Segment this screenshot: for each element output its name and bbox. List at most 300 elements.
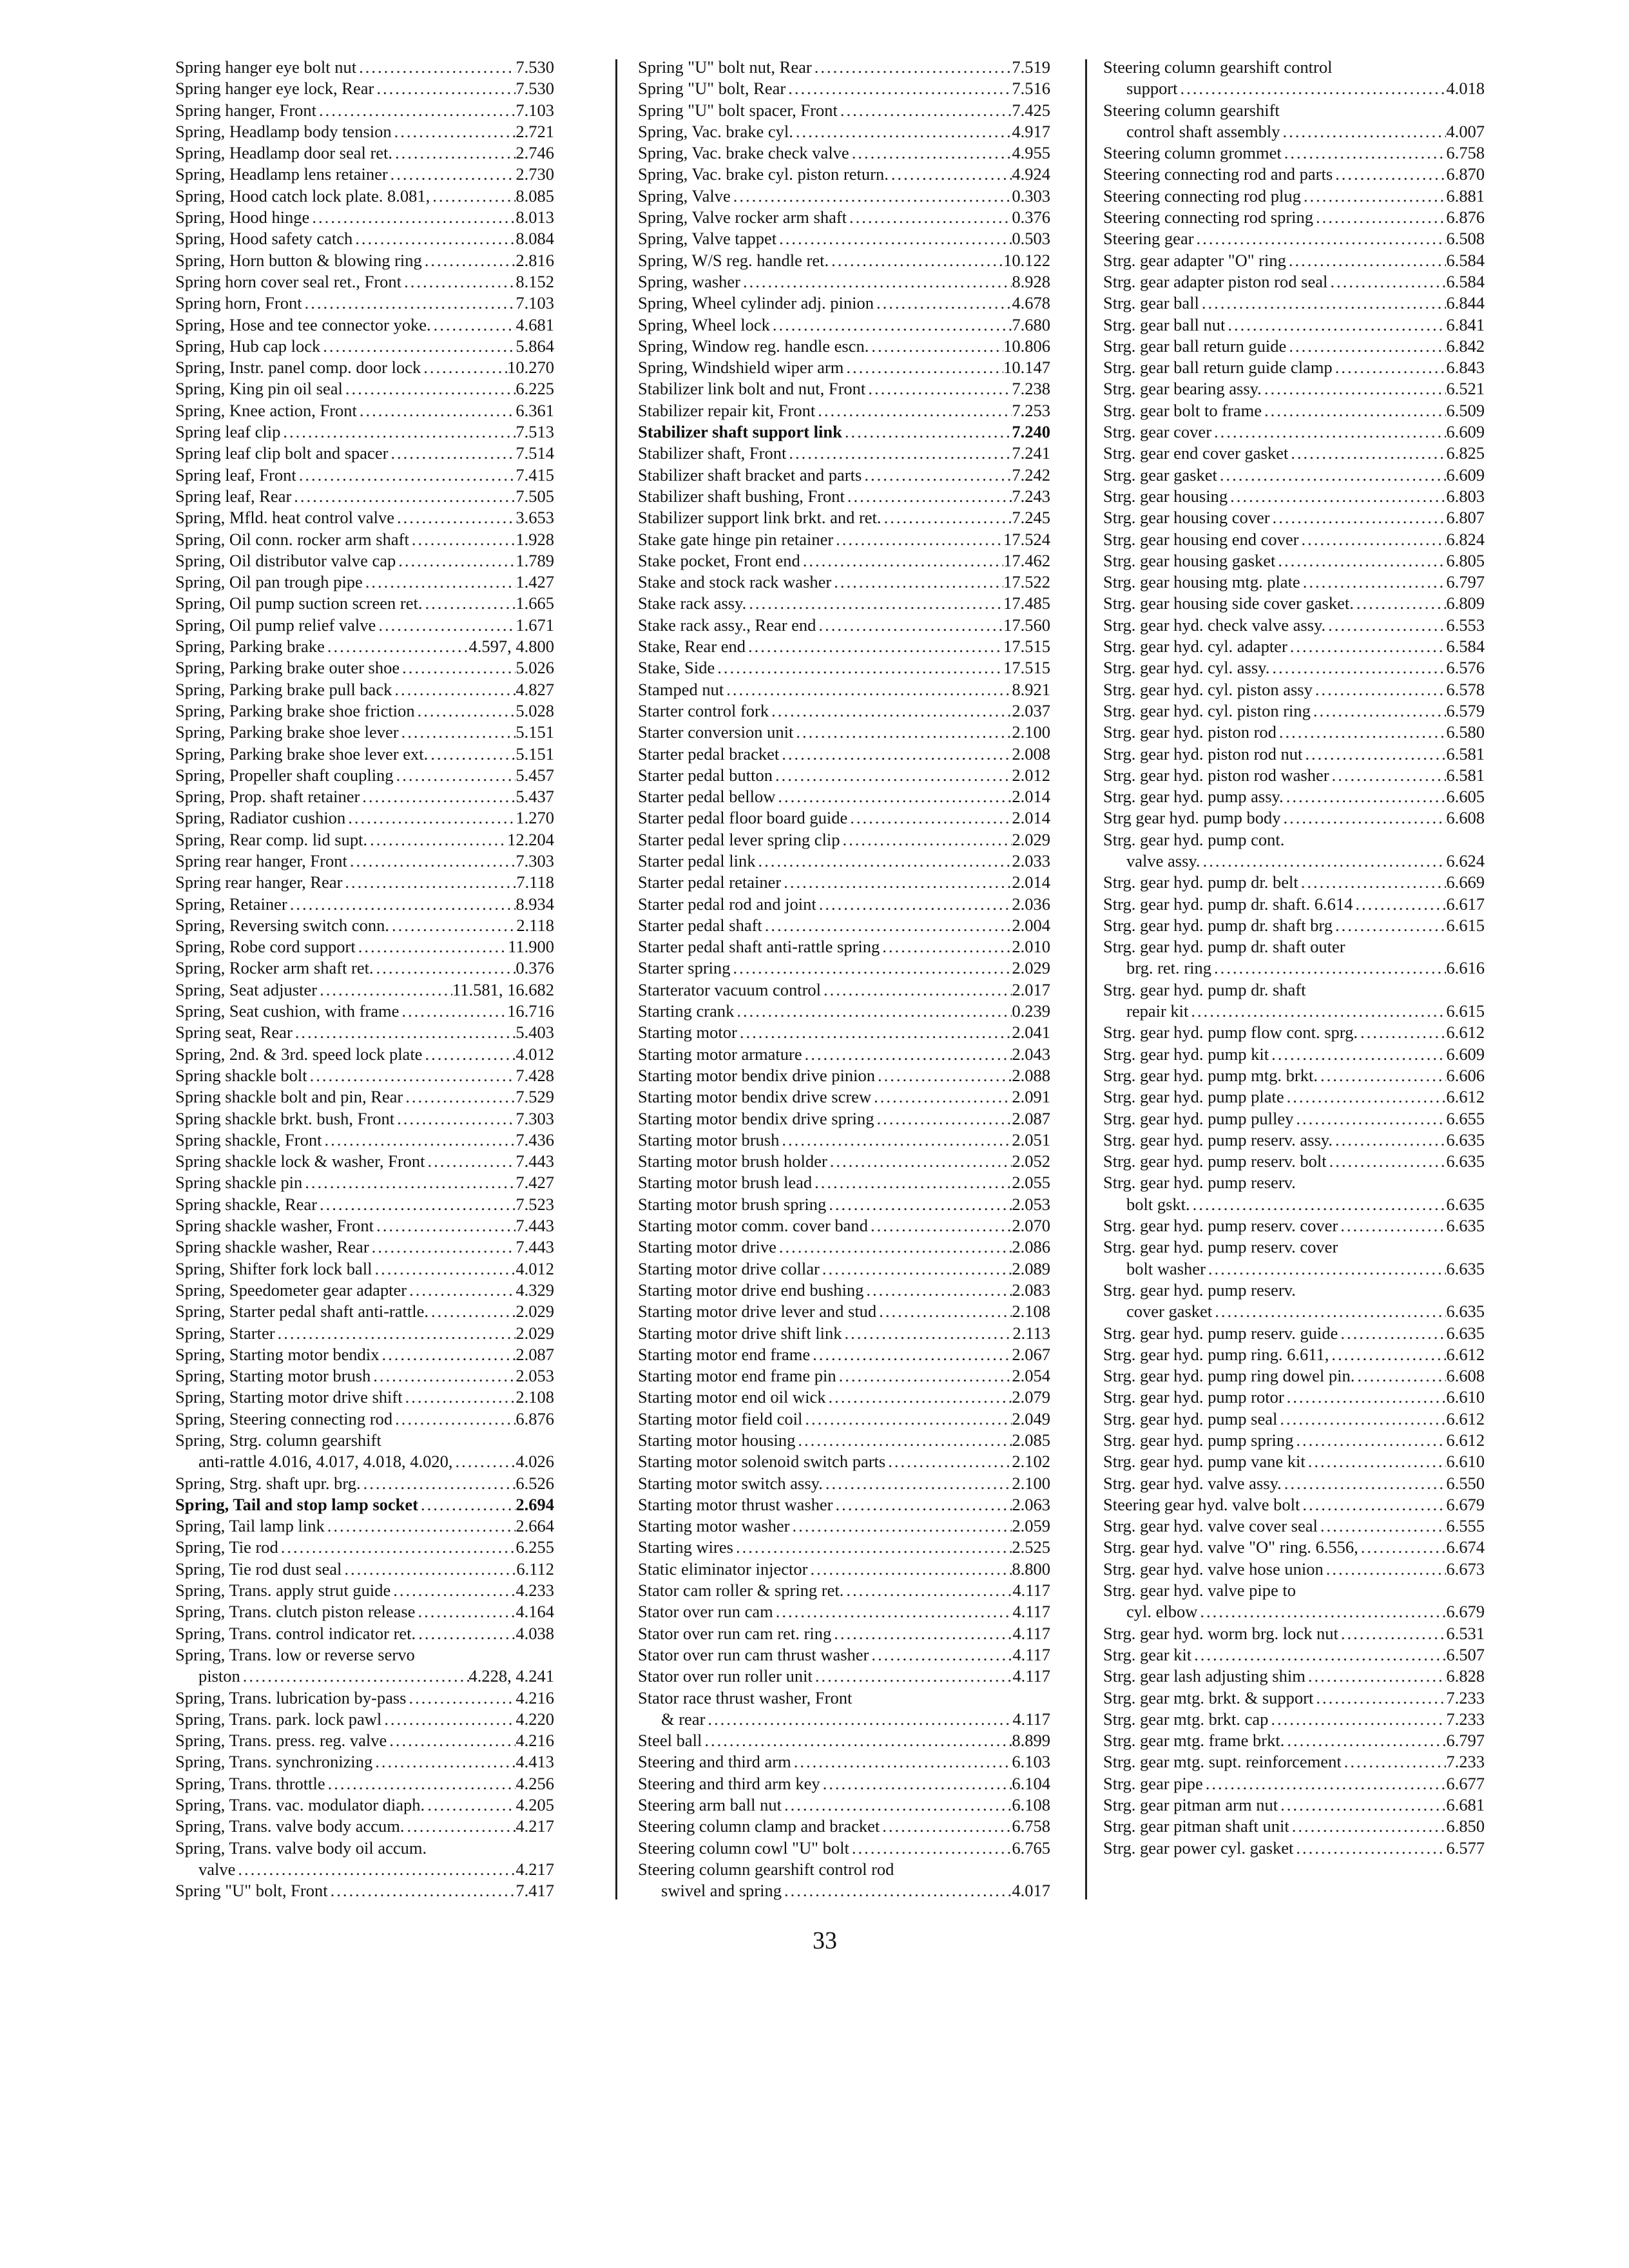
entry-reference-number: 7.443: [516, 1237, 554, 1257]
entry-reference-number: 0.376: [516, 958, 554, 978]
entry-name: Spring, Wheel lock: [638, 314, 770, 334]
dot-leader: [865, 378, 1012, 399]
entry-name: Steering and third arm key: [638, 1773, 820, 1793]
index-entry: [175, 486, 554, 507]
dot-leader: [361, 1473, 516, 1494]
entry-name: support: [1126, 79, 1178, 99]
index-entry: [638, 1022, 1050, 1043]
entry-reference-number: 11.900: [508, 937, 554, 957]
dot-leader: [810, 1344, 1012, 1365]
entry-name: & rear: [661, 1709, 706, 1729]
index-entry: [1103, 400, 1485, 421]
index-entry: [1103, 336, 1485, 357]
dot-leader: [345, 807, 516, 829]
dot-leader: [1284, 1387, 1447, 1408]
entry-name: Spring, Instr. panel comp. door lock: [175, 358, 421, 378]
entry-reference-number: 2.033: [1012, 850, 1050, 870]
entry-reference-number: 4.012: [516, 1258, 554, 1278]
dot-leader: [836, 1365, 1012, 1387]
dot-leader: [325, 1773, 516, 1794]
entry-reference-number: 7.516: [1012, 79, 1050, 99]
index-entry: [638, 979, 1050, 1001]
dot-leader: [1199, 293, 1446, 314]
index-entry: [638, 507, 1050, 528]
dot-leader: [849, 142, 1012, 164]
entry-name: Steering column grommet: [1103, 143, 1282, 163]
dot-leader: [360, 786, 516, 807]
entry-name: Strg. gear hyd. cyl. assy.: [1103, 658, 1270, 678]
entry-name: Spring, Oil pump relief valve: [175, 615, 376, 635]
entry-name: Spring, Headlamp lens retainer: [175, 164, 388, 184]
dot-leader: [1269, 1044, 1446, 1065]
entry-name: Stake rack assy., Rear end: [638, 615, 816, 635]
entry-reference-number: 8.084: [516, 229, 554, 249]
entry-reference-number: 1.665: [516, 593, 554, 613]
dot-leader: [367, 829, 507, 850]
dot-leader: [407, 1280, 516, 1301]
index-entry: [175, 979, 554, 1001]
entry-reference-number: 6.807: [1446, 508, 1485, 528]
index-entry: [1103, 1451, 1485, 1472]
entry-reference-number: 4.217: [516, 1859, 554, 1879]
entry-name: Starter spring: [638, 958, 731, 978]
entry-reference-number: 5.457: [516, 765, 554, 785]
index-entry: [638, 293, 1050, 314]
entry-reference-number: 2.816: [516, 250, 554, 270]
entry-name: Spring, Trans. press. reg. valve: [175, 1731, 387, 1751]
entry-reference-number: 7.427: [516, 1173, 554, 1193]
dot-leader: [773, 1601, 1013, 1622]
index-entry: [638, 378, 1050, 399]
index-entry: [1103, 1129, 1485, 1151]
entry-reference-number: 1.270: [516, 808, 554, 828]
dot-leader: [403, 1387, 516, 1408]
dot-leader: [416, 1623, 516, 1644]
entry-name: Spring, Trans. low or reverse servo: [175, 1644, 415, 1664]
index-entry: [175, 1215, 554, 1236]
index-entry: [175, 1344, 554, 1365]
index-entry: [1103, 786, 1485, 807]
entry-reference-number: 2.088: [1012, 1065, 1050, 1085]
entry-name: Spring shackle, Rear: [175, 1194, 318, 1214]
entry-reference-number: 4.597, 4.800: [468, 637, 554, 657]
dot-leader: [328, 1880, 516, 1901]
entry-name: Spring, Trans. apply strut guide: [175, 1581, 391, 1600]
entry-name: Static eliminator injector: [638, 1559, 808, 1579]
dot-leader: [882, 507, 1012, 528]
dot-leader: [418, 1494, 516, 1515]
entry-name: Spring, Vac. brake check valve: [638, 143, 849, 163]
entry-name: Strg. gear hyd. pump dr. shaft. 6.614: [1103, 894, 1353, 914]
index-entry: [638, 1730, 1050, 1751]
entry-name: Starter pedal retainer: [638, 872, 782, 892]
entry-name: Strg. gear hyd. pump mtg. brkt.: [1103, 1065, 1318, 1085]
index-entry: [175, 1794, 554, 1816]
entry-reference-number: 2.012: [1012, 765, 1050, 785]
entry-name: Spring, Tie rod dust seal: [175, 1559, 342, 1579]
index-entry: [1103, 1086, 1485, 1108]
entry-name: Spring, Window reg. handle escn.: [638, 336, 869, 356]
entry-name: Strg. gear hyd. cyl. adapter: [1103, 637, 1287, 657]
dot-leader: [1338, 1323, 1446, 1344]
entry-name: Spring hanger, Front: [175, 100, 317, 120]
dot-leader: [847, 807, 1012, 829]
entry-name: Strg. gear kit: [1103, 1644, 1192, 1664]
dot-leader: [793, 121, 1012, 142]
index-entry: [175, 271, 554, 293]
entry-name: control shaft assembly: [1126, 121, 1280, 141]
entry-name: Starting motor drive: [638, 1237, 776, 1257]
dot-leader: [823, 1473, 1012, 1494]
entry-reference-number: 6.803: [1446, 486, 1485, 506]
dot-leader: [1293, 1430, 1446, 1451]
entry-name: Starter conversion unit: [638, 722, 794, 742]
dot-leader: [371, 1365, 516, 1387]
entry-reference-number: 2.049: [1012, 1408, 1050, 1428]
index-entry: [175, 529, 554, 550]
dot-leader: [322, 1129, 516, 1151]
dot-leader: [880, 936, 1012, 957]
dot-leader: [392, 679, 516, 700]
entry-reference-number: 4.117: [1012, 1644, 1050, 1664]
index-entry: [1103, 357, 1485, 378]
entry-reference-number: 6.608: [1446, 808, 1485, 828]
entry-reference-number: 7.415: [516, 465, 554, 485]
entry-name: Strg. gear mtg. frame brkt.: [1103, 1731, 1285, 1751]
entry-name: Spring, Prop. shaft retainer: [175, 787, 360, 807]
entry-name: Starting motor comm. cover band: [638, 1216, 868, 1236]
dot-leader: [779, 1129, 1012, 1151]
dot-leader: [1306, 1666, 1447, 1687]
entry-name: Stabilizer shaft, Front: [638, 443, 787, 463]
index-entry: [638, 550, 1050, 572]
dot-leader: [793, 722, 1012, 743]
index-entry: [175, 1387, 554, 1408]
entry-name: Strg. gear hyd. pump seal: [1103, 1408, 1278, 1428]
entry-name: Strg. gear hyd. pump cont.: [1103, 829, 1285, 849]
dot-leader: [296, 465, 516, 486]
entry-reference-number: 5.151: [516, 722, 554, 742]
index-entry: [175, 1838, 554, 1859]
entry-reference-number: 7.245: [1012, 508, 1050, 528]
index-entry: [638, 1601, 1050, 1622]
entry-name: Strg. gear mtg. supt. reinforcement: [1103, 1752, 1342, 1772]
entry-name: Steel ball: [638, 1731, 702, 1751]
dot-leader: [786, 78, 1012, 99]
dot-leader: [1313, 679, 1447, 700]
entry-reference-number: 6.108: [1012, 1795, 1050, 1815]
entry-reference-number: 0.303: [1012, 186, 1050, 206]
index-entry: [638, 850, 1050, 872]
index-entry: [175, 1323, 554, 1344]
dot-leader: [816, 894, 1012, 915]
entry-reference-number: 2.063: [1012, 1494, 1050, 1514]
entry-name: Steering column gearshift: [1103, 100, 1280, 120]
entry-reference-number: 6.104: [1012, 1773, 1050, 1793]
index-entry: [638, 486, 1050, 507]
entry-name: Spring, 2nd. & 3rd. speed lock plate: [175, 1044, 423, 1064]
entry-name: Strg. gear housing gasket: [1103, 550, 1276, 570]
dot-leader: [1278, 1794, 1446, 1816]
index-entry: [1103, 1108, 1485, 1129]
entry-reference-number: 10.806: [1003, 336, 1050, 356]
index-entry: [638, 57, 1050, 78]
entry-name: Strg. gear housing side cover gasket.: [1103, 593, 1354, 613]
entry-name: Steering connecting rod and parts: [1103, 164, 1333, 184]
index-entry: [1103, 1794, 1485, 1816]
entry-name: Spring, Headlamp door seal ret.: [175, 143, 393, 163]
dot-leader: [428, 744, 516, 765]
dot-leader: [374, 957, 516, 979]
entry-name: Strg gear hyd. pump body: [1103, 808, 1281, 828]
entry-name: Spring, Parking brake outer shoe: [175, 658, 400, 678]
entry-name: Strg. gear ball return guide clamp: [1103, 358, 1333, 378]
index-entry: [1103, 1001, 1485, 1022]
index-entry: [175, 722, 554, 743]
entry-name: Spring, Seat cushion, with frame: [175, 1001, 400, 1021]
entry-name: Strg. gear ball return guide: [1103, 336, 1287, 356]
entry-name: Spring, Shifter fork lock ball: [175, 1258, 372, 1278]
index-entry: [1103, 100, 1485, 121]
entry-name: Spring leaf, Rear: [175, 486, 292, 506]
entry-name: Starting motor end frame pin: [638, 1366, 836, 1386]
dot-leader: [715, 657, 1003, 678]
index-entry: [1103, 1709, 1485, 1730]
entry-name: Strg. gear gasket: [1103, 465, 1217, 485]
entry-name: Strg. gear end cover gasket: [1103, 443, 1289, 463]
index-entry: [1103, 228, 1485, 249]
dot-leader: [838, 100, 1012, 121]
index-entry: [175, 1451, 554, 1472]
index-entry: [1103, 657, 1485, 678]
entry-name: Strg. gear hyd. pump assy.: [1103, 787, 1284, 807]
entry-reference-number: 7.103: [516, 293, 554, 313]
entry-name: Spring shackle, Front: [175, 1129, 322, 1149]
index-entry: [175, 1773, 554, 1794]
entry-name: Spring, Trans. throttle: [175, 1773, 325, 1793]
index-entry: [175, 1044, 554, 1065]
dot-leader: [826, 1194, 1012, 1215]
dot-leader: [405, 1816, 516, 1837]
index-entry: [175, 1129, 554, 1151]
dot-leader: [347, 850, 516, 872]
entry-name: Spring shackle lock & washer, Front: [175, 1151, 425, 1171]
index-entry: [638, 1194, 1050, 1215]
entry-reference-number: 2.017: [1012, 979, 1050, 999]
entry-reference-number: 6.809: [1446, 593, 1485, 613]
dot-leader: [746, 636, 1003, 657]
entry-name: Strg. gear pitman shaft unit: [1103, 1816, 1289, 1836]
entry-name: Stake, Rear end: [638, 637, 746, 657]
entry-name: Strg. gear mtg. brkt. & support: [1103, 1687, 1314, 1707]
entry-reference-number: 6.617: [1446, 894, 1485, 914]
entry-reference-number: 6.616: [1446, 958, 1485, 978]
index-entry: [638, 1365, 1050, 1387]
entry-reference-number: 4.205: [516, 1795, 554, 1815]
entry-reference-number: 10.122: [1003, 250, 1050, 270]
entry-name: Spring, Tail and stop lamp socket: [175, 1494, 419, 1514]
entry-reference-number: 7.505: [516, 486, 554, 506]
dot-leader: [816, 615, 1003, 636]
entry-reference-number: 6.577: [1446, 1838, 1485, 1858]
entry-name: Spring, Valve tappet: [638, 229, 777, 249]
index-entry: [638, 250, 1050, 271]
dot-leader: [317, 979, 452, 1001]
index-entry: [638, 829, 1050, 850]
index-entry: [1103, 1666, 1485, 1687]
index-entry: [1103, 1151, 1485, 1172]
entry-name: Strg. gear hyd. check valve assy.: [1103, 615, 1326, 635]
entry-name: Stake rack assy.: [638, 593, 747, 613]
entry-reference-number: 6.797: [1446, 1731, 1485, 1751]
index-entry: [638, 1408, 1050, 1430]
index-entry: [638, 936, 1050, 957]
index-entry: [175, 1623, 554, 1644]
entry-reference-number: 6.255: [516, 1537, 554, 1557]
entry-name: Spring, Parking brake shoe lever: [175, 722, 399, 742]
index-entry: [638, 1623, 1050, 1644]
entry-reference-number: 6.608: [1446, 1366, 1485, 1386]
index-entry: [638, 1515, 1050, 1537]
index-entry: [1103, 421, 1485, 443]
dot-leader: [1358, 1537, 1447, 1558]
dot-leader: [415, 700, 516, 722]
entry-reference-number: 8.800: [1012, 1559, 1050, 1579]
index-entry: [638, 1280, 1050, 1301]
entry-reference-number: 4.678: [1012, 293, 1050, 313]
entry-name: Spring, Hose and tee connector yoke.: [175, 314, 431, 334]
entry-name: Steering column gearshift control rod: [638, 1859, 894, 1879]
index-entry: [175, 872, 554, 893]
entry-reference-number: 6.553: [1446, 615, 1485, 635]
index-entry: [638, 1580, 1050, 1601]
index-entry: [1103, 915, 1485, 936]
entry-reference-number: 7.443: [516, 1216, 554, 1236]
entry-name: Strg. gear hyd. valve cover seal: [1103, 1516, 1318, 1536]
index-entry: [1103, 807, 1485, 829]
entry-reference-number: 6.555: [1446, 1516, 1485, 1536]
dot-leader: [1329, 1344, 1446, 1365]
index-entry: [638, 744, 1050, 765]
entry-reference-number: 8.899: [1012, 1731, 1050, 1751]
entry-name: Starting motor drive lever and stud: [638, 1302, 877, 1321]
dot-leader: [1354, 1365, 1446, 1387]
index-entry: [175, 593, 554, 614]
entry-name: Strg. gear hyd. pump vane kit: [1103, 1452, 1306, 1472]
index-entry: [1103, 1687, 1485, 1709]
index-entry: [175, 1709, 554, 1730]
entry-reference-number: 6.615: [1446, 1001, 1485, 1021]
entry-reference-number: 4.117: [1012, 1623, 1050, 1643]
entry-name: Starting motor armature: [638, 1044, 802, 1064]
entry-name: Starter control fork: [638, 700, 769, 720]
index-entry: [1103, 1258, 1485, 1280]
dot-leader: [1262, 378, 1447, 399]
index-entry: [175, 786, 554, 807]
entry-reference-number: 4.216: [516, 1687, 554, 1707]
entry-reference-number: 6.843: [1446, 358, 1485, 378]
entry-name: Spring horn cover seal ret., Front: [175, 271, 402, 291]
entry-reference-number: 0.376: [1012, 207, 1050, 227]
dot-leader: [1282, 1473, 1447, 1494]
entry-name: Spring, Trans. park. lock pawl: [175, 1709, 382, 1729]
entry-name: Starting motor end frame: [638, 1344, 811, 1364]
entry-reference-number: 2.089: [1012, 1258, 1050, 1278]
entry-reference-number: 2.029: [516, 1302, 554, 1321]
entry-name: Spring hanger eye bolt nut: [175, 57, 357, 77]
entry-name: Stator over run cam: [638, 1602, 773, 1622]
index-entry: [638, 1859, 1050, 1880]
dot-leader: [820, 1258, 1012, 1280]
index-entry: [638, 186, 1050, 207]
dot-leader: [394, 765, 516, 786]
dot-leader: [1280, 121, 1446, 142]
dot-leader: [415, 1601, 516, 1622]
entry-name: brg. ret. ring: [1126, 958, 1211, 978]
entry-reference-number: 11.581, 16.682: [452, 979, 554, 999]
dot-leader: [770, 314, 1012, 336]
index-entry: [175, 1816, 554, 1837]
index-entry: [175, 1086, 554, 1108]
dot-leader: [1225, 314, 1446, 336]
entry-reference-number: 4.026: [516, 1452, 554, 1472]
index-entry: [1103, 1430, 1485, 1451]
entry-name: Spring horn, Front: [175, 293, 302, 313]
entry-name: Stamped nut: [638, 679, 724, 699]
dot-leader: [740, 271, 1012, 293]
entry-reference-number: 2.051: [1012, 1129, 1050, 1149]
dot-leader: [807, 1559, 1012, 1580]
dot-leader: [422, 250, 516, 271]
entry-reference-number: 2.010: [1012, 937, 1050, 957]
entry-name: Strg. gear bearing assy.: [1103, 379, 1262, 399]
index-entry: [638, 314, 1050, 336]
index-entry: [1103, 1344, 1485, 1365]
dot-leader: [363, 572, 516, 593]
entry-name: Spring "U" bolt, Front: [175, 1881, 328, 1901]
dot-leader: [1354, 593, 1447, 614]
entry-name: Strg. gear hyd. pump reserv. assy.: [1103, 1129, 1333, 1149]
entry-name: Spring, Vac. brake cyl. piston return.: [638, 164, 889, 184]
entry-reference-number: 2.087: [516, 1344, 554, 1364]
entry-reference-number: 6.758: [1012, 1816, 1050, 1836]
entry-reference-number: 6.681: [1446, 1795, 1485, 1815]
dot-leader: [833, 529, 1003, 550]
index-entry: [175, 1666, 554, 1687]
entry-name: Spring, Trans. valve body oil accum.: [175, 1838, 427, 1858]
entry-reference-number: 0.503: [1012, 229, 1050, 249]
index-entry: [175, 1408, 554, 1430]
dot-leader: [392, 1408, 516, 1430]
dot-leader: [880, 1816, 1012, 1837]
entry-reference-number: 7.118: [516, 872, 554, 892]
entry-reference-number: 4.017: [1012, 1881, 1050, 1901]
index-entry: [638, 1559, 1050, 1580]
entry-reference-number: 7.513: [516, 422, 554, 442]
entry-name: Strg. gear pitman arm nut: [1103, 1795, 1278, 1815]
entry-reference-number: 7.530: [516, 79, 554, 99]
entry-name: Spring, Oil distributor valve cap: [175, 550, 396, 570]
entry-reference-number: 6.635: [1446, 1194, 1485, 1214]
dot-leader: [1188, 1001, 1446, 1022]
entry-name: Spring rear hanger, Front: [175, 850, 347, 870]
dot-leader: [776, 1236, 1012, 1258]
dot-leader: [795, 1430, 1012, 1451]
entry-name: Spring, Propeller shaft coupling: [175, 765, 394, 785]
entry-reference-number: 6.609: [1446, 1044, 1485, 1064]
index-entry: [1103, 1838, 1485, 1859]
dot-leader: [833, 1494, 1012, 1515]
